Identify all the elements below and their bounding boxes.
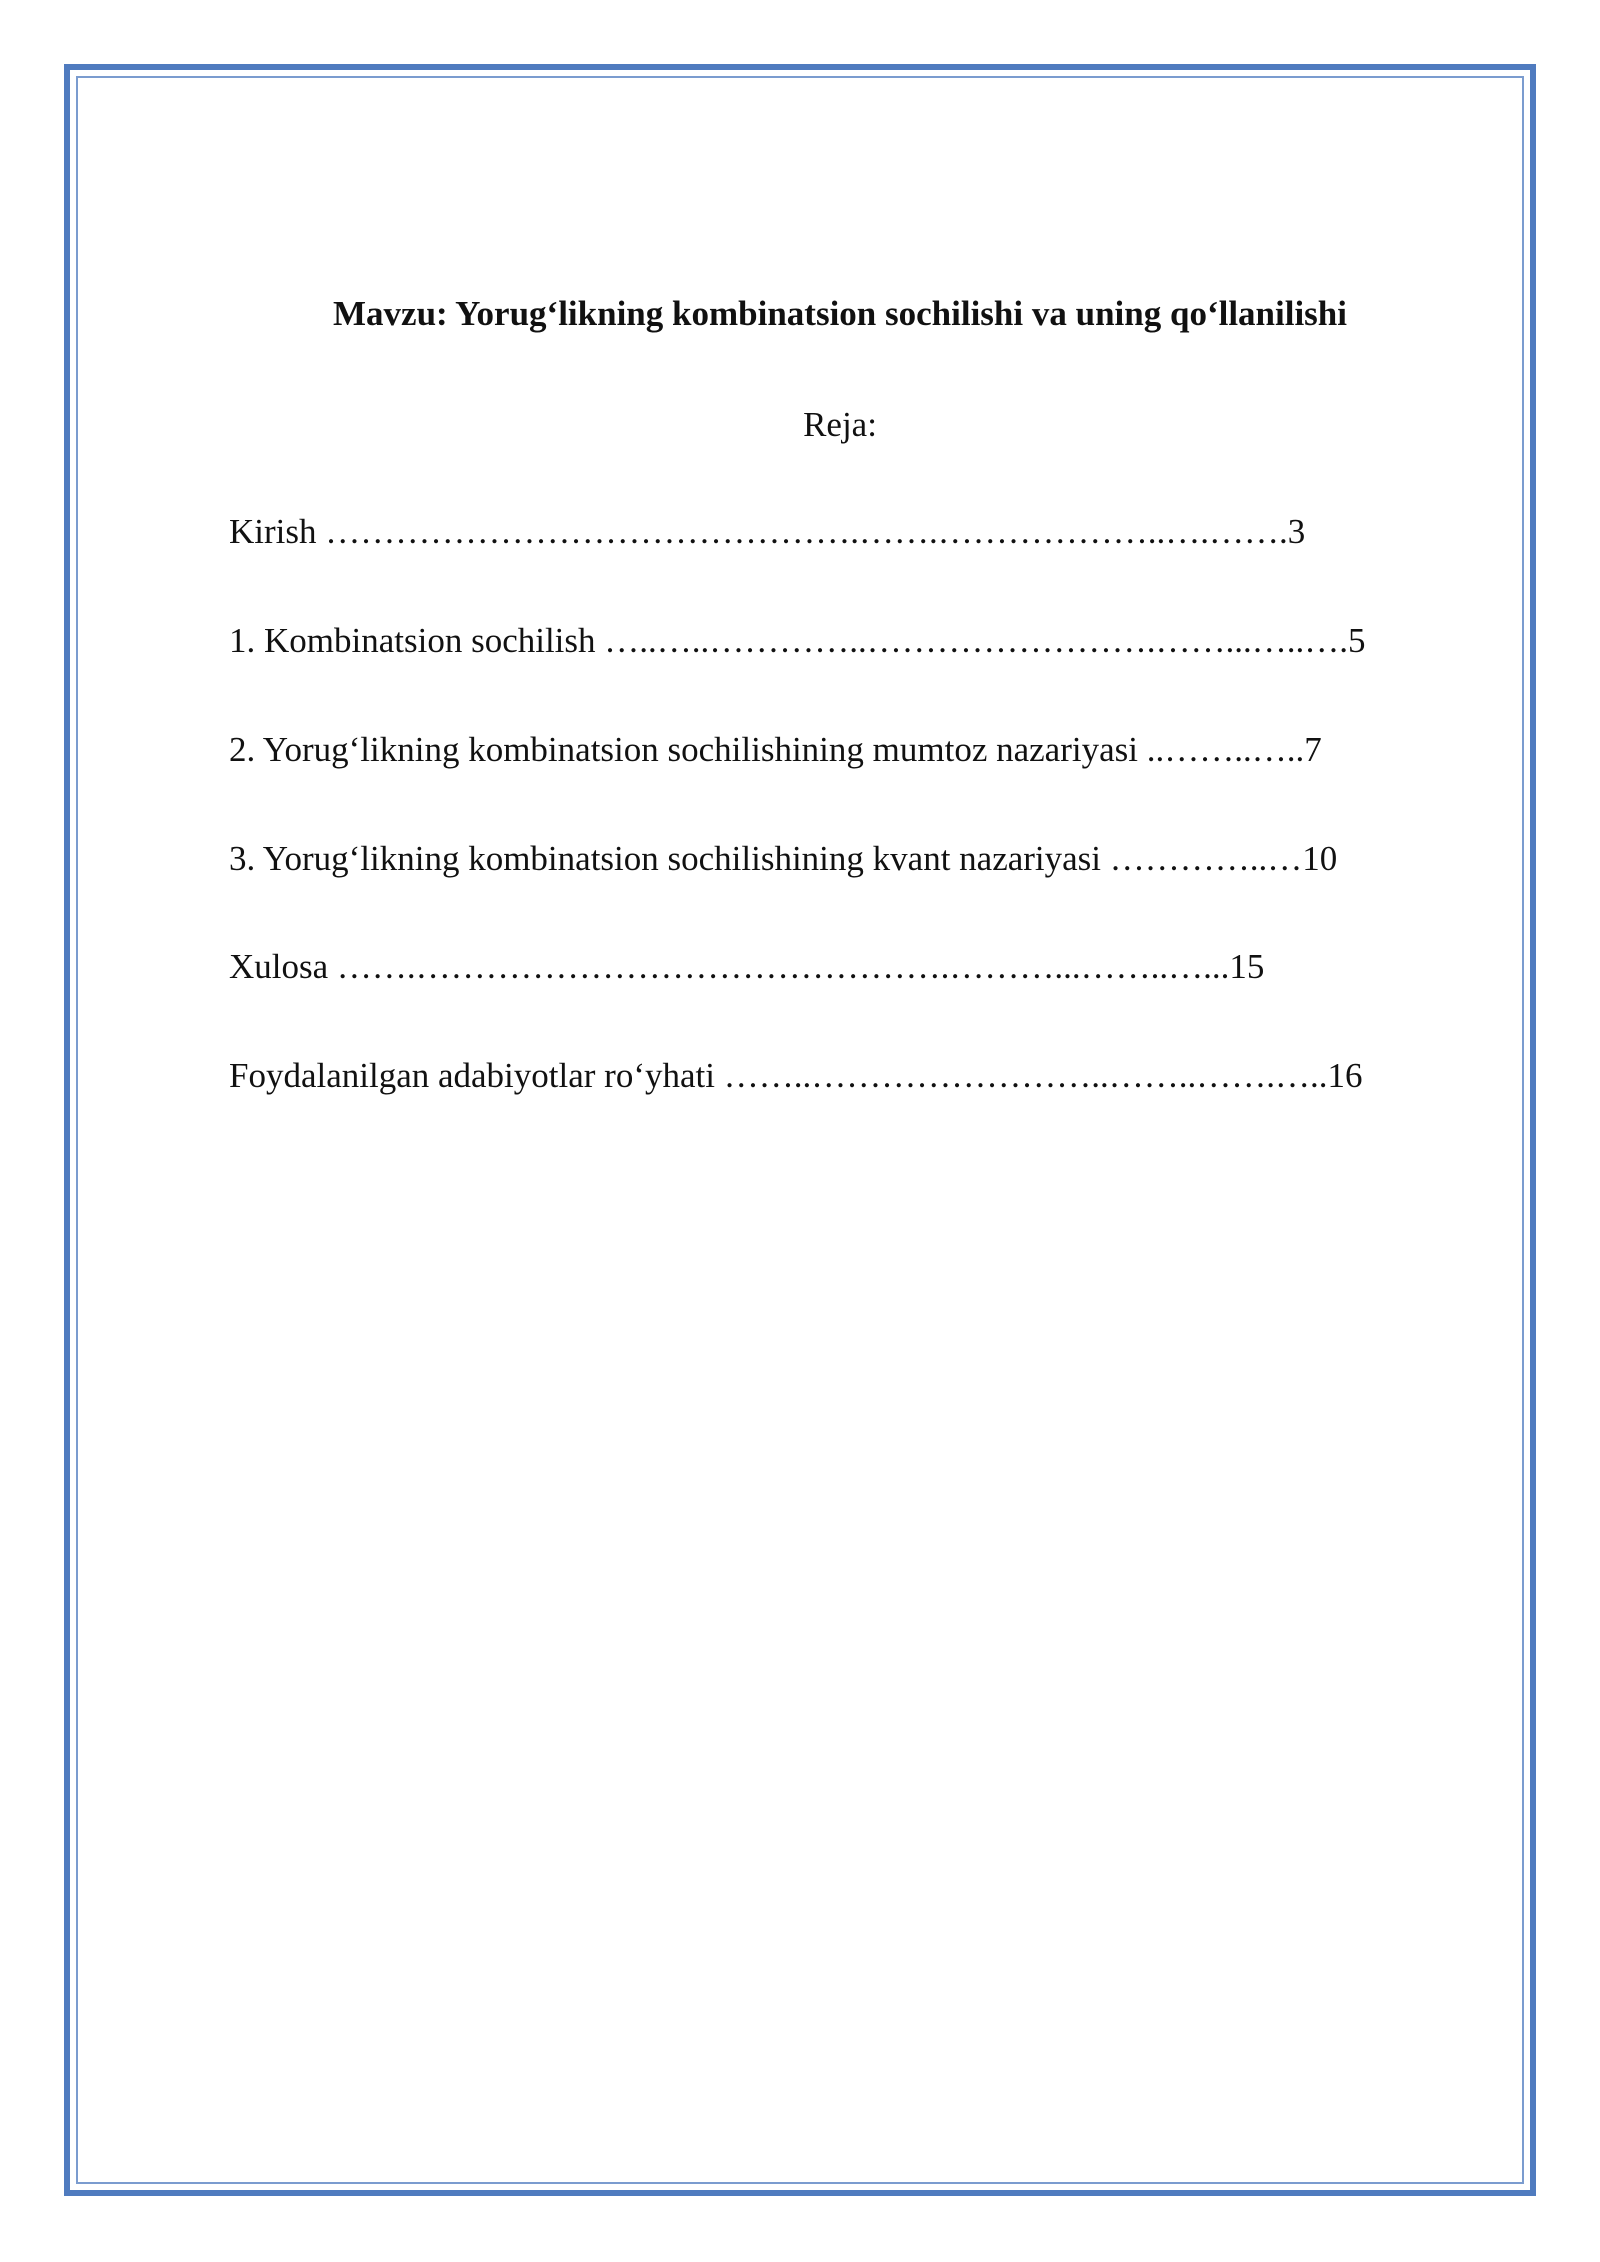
- toc-entry-page: 16: [1327, 1056, 1363, 1095]
- toc-entry-page: 3: [1287, 512, 1306, 551]
- toc-entry-xulosa: [229, 945, 1264, 989]
- toc-entry-text: Xulosa: [229, 947, 329, 986]
- toc-entry-mumtoz-nazariyasi: [229, 728, 1322, 772]
- toc-entry-kirish: [229, 510, 1305, 554]
- toc-entry-leader: ……………………………………….…….………………..….…….: [316, 512, 1288, 551]
- toc-entry-page: 5: [1348, 621, 1366, 660]
- toc-entry-leader: …..…..…………..…………………….……...…..….: [595, 621, 1349, 660]
- toc-entry-page: 7: [1304, 730, 1322, 769]
- toc-entry-page: 10: [1302, 839, 1338, 878]
- toc-entry-leader: …….……………………………………….………...……..…...: [328, 947, 1230, 986]
- toc-entry-kvant-nazariyasi: [229, 837, 1337, 881]
- toc-entry-kombinatsion-sochilish: [229, 619, 1366, 663]
- page-border-inner: [76, 76, 1524, 2184]
- document-subtitle: Reja:: [803, 405, 877, 444]
- toc-entry-text: 3. Yorug‘likning kombinatsion sochilishining kvant nazariyasi: [229, 839, 1102, 878]
- toc-entry-adabiyotlar: [229, 1054, 1362, 1098]
- toc-entry-leader: ..……..…..: [1137, 730, 1305, 769]
- toc-entry-text: 2. Yorug‘likning kombinatsion sochilishining mumtoz nazariyasi: [229, 730, 1138, 769]
- toc-entry-page: 15: [1229, 947, 1265, 986]
- document-title: Mavzu: Yorug‘likning kombinatsion sochilishi va uning qo‘llanilishi: [333, 294, 1347, 333]
- toc-entry-text: 1. Kombinatsion sochilish: [229, 621, 596, 660]
- toc-entry-leader: …………..…: [1101, 839, 1303, 878]
- toc-entry-text: Kirish: [229, 512, 317, 551]
- toc-entry-text: Foydalanilgan adabiyotlar ro‘yhati: [229, 1056, 715, 1095]
- toc-entry-leader: ……..……………………..……..…….…..: [714, 1056, 1328, 1095]
